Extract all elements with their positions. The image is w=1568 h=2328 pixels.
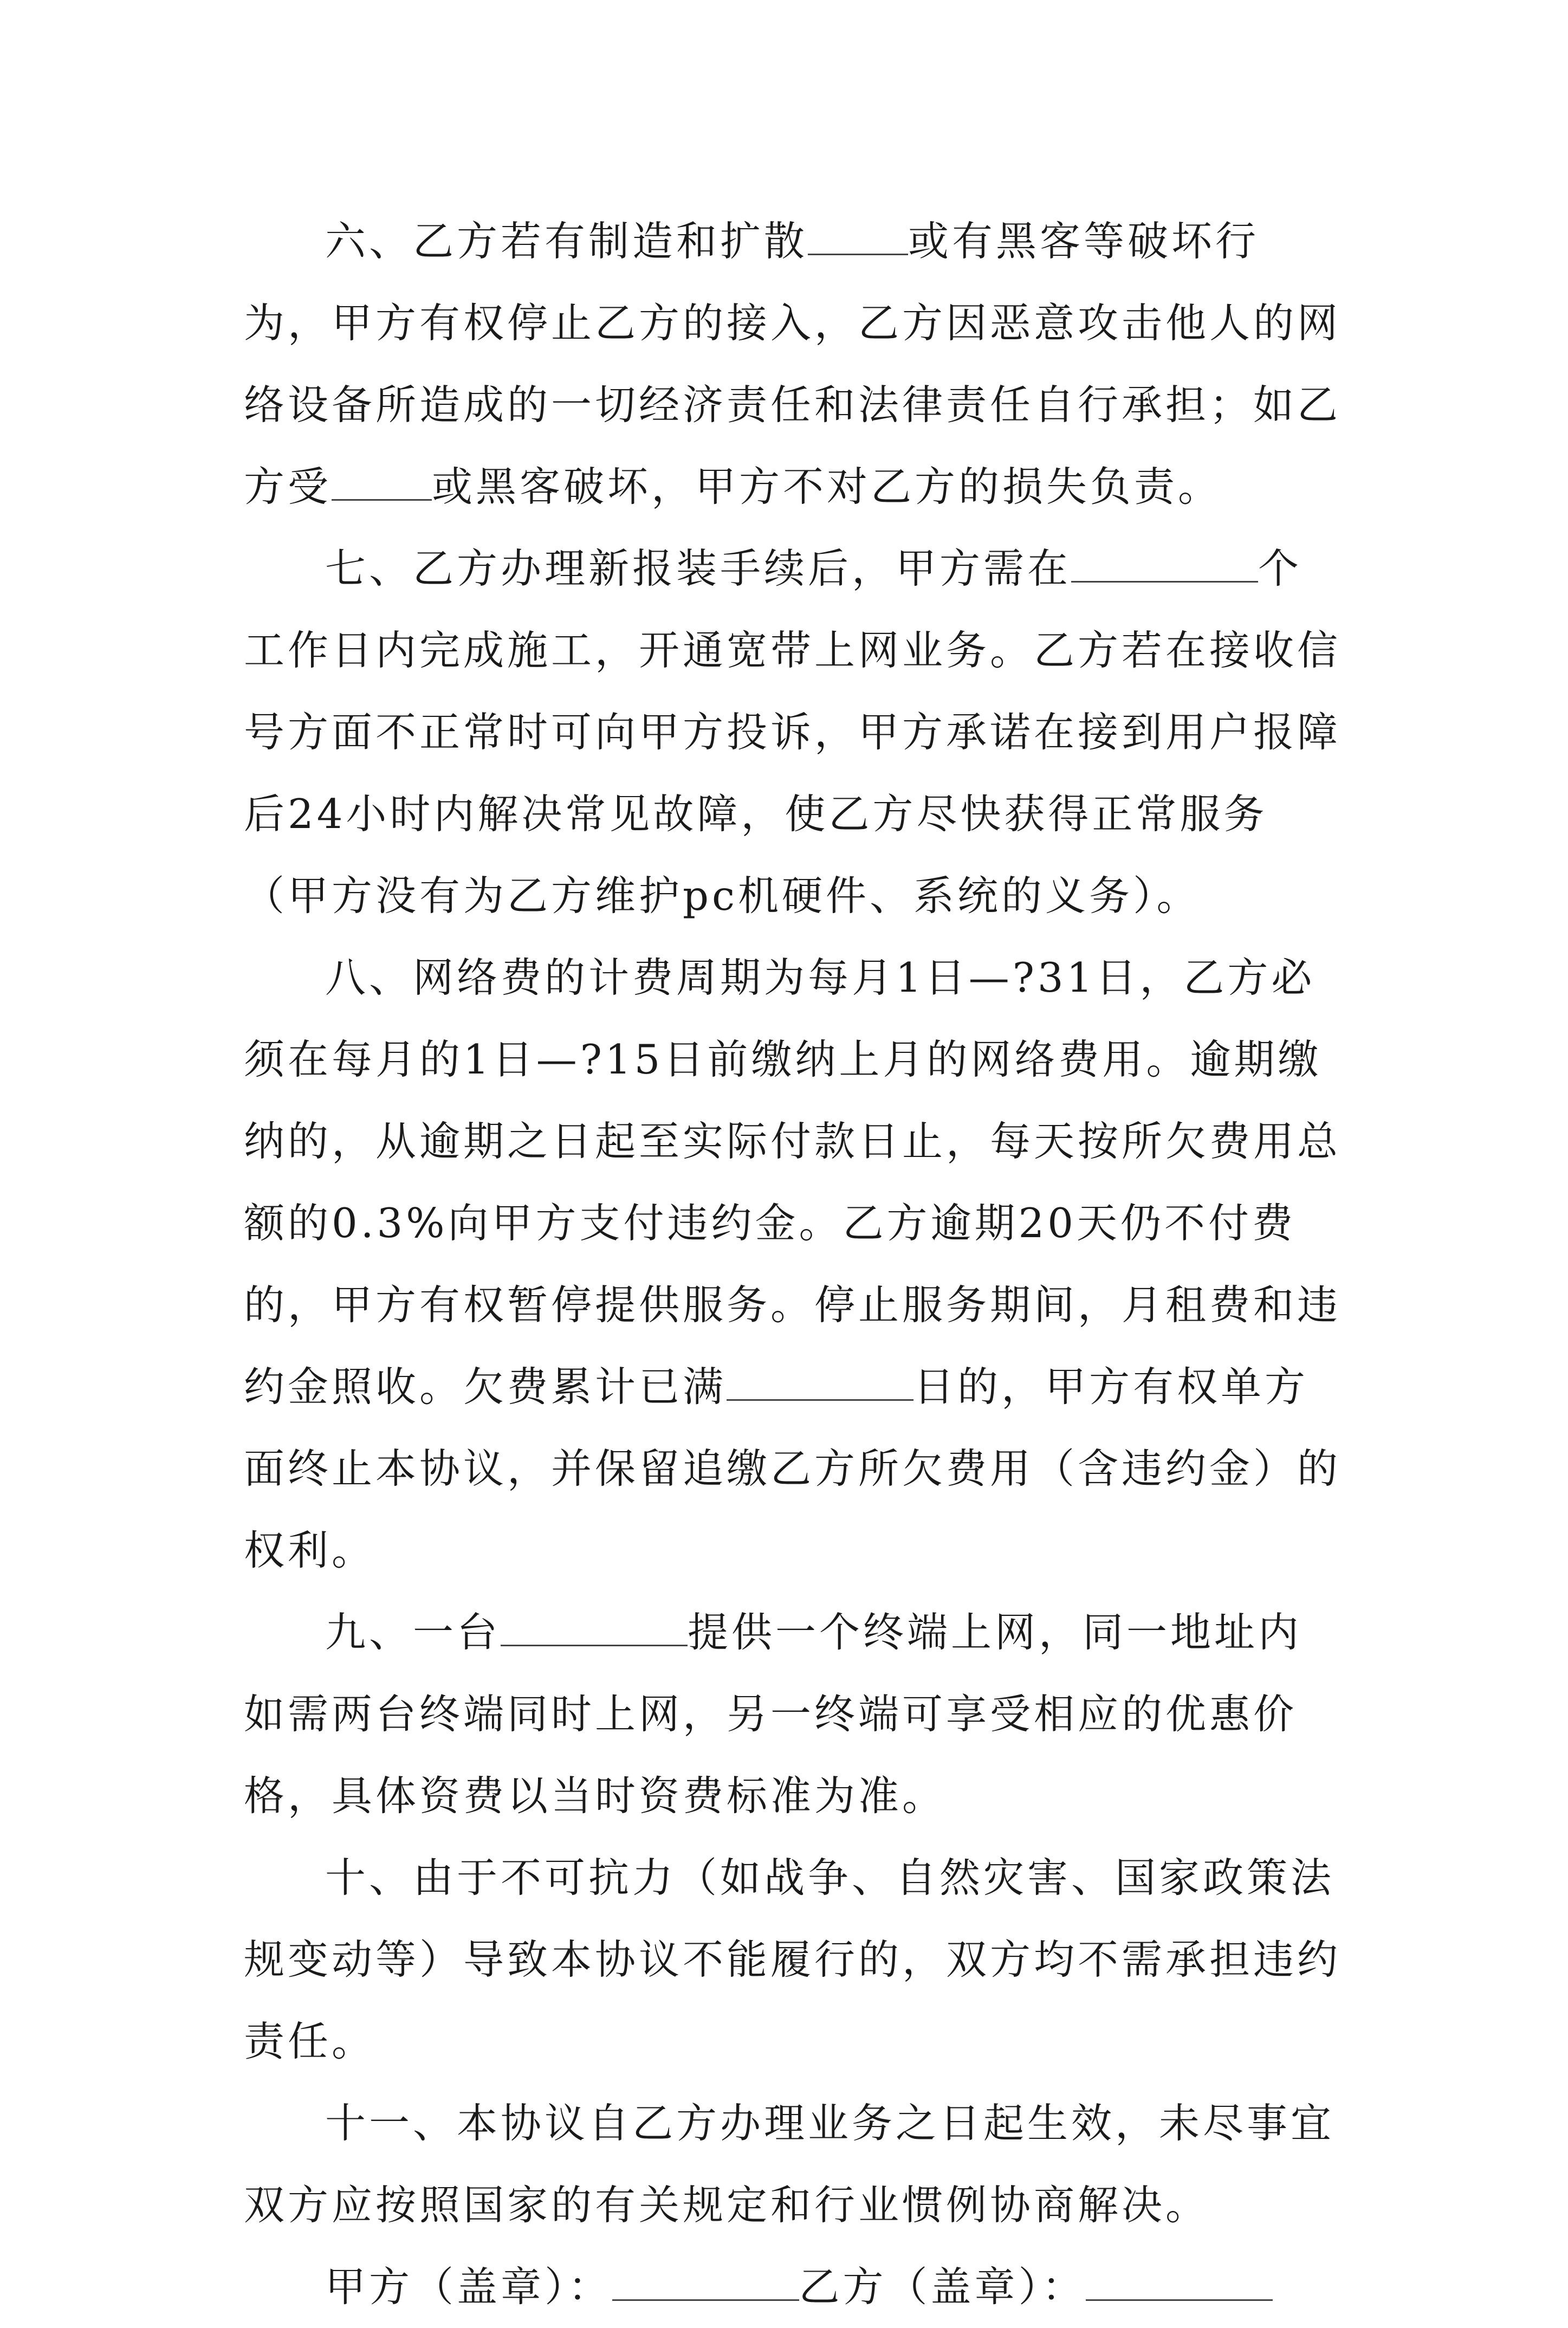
blank-field bbox=[332, 467, 432, 501]
clause-7-text-a: 七、乙方办理新报装手续后，甲方需在 bbox=[325, 545, 1072, 592]
clause-7 bbox=[244, 528, 1346, 937]
clause-6 bbox=[244, 201, 1346, 528]
party-b-seal-blank bbox=[1086, 2267, 1273, 2301]
blank-field bbox=[501, 1612, 688, 1646]
party-b-seal-label: 乙方（盖章）： bbox=[799, 2263, 1086, 2311]
signature-line bbox=[244, 2246, 1346, 2328]
clause-10: 十、由于不可抗力（如战争、自然灾害、国家政策法规变动等）导致本协议不能履行的，双方均不需承担违约责任。 bbox=[244, 1854, 1342, 2065]
blank-field bbox=[1071, 548, 1258, 583]
clause-11: 十一、本协议自乙方办理业务之日起生效，未尽事宜双方应按照国家的有关规定和行业惯例协商解决。 bbox=[244, 2099, 1335, 2229]
blank-field bbox=[727, 1367, 913, 1401]
clause-9-text-a: 九、一台 bbox=[325, 1608, 501, 1656]
party-a-seal-label: 甲方（盖章）： bbox=[325, 2263, 612, 2311]
clause-8-text-b: 日的，甲方有权单方面终止本协议，并保留追缴乙方所欠费用（含违约金）的权利。 bbox=[244, 1363, 1342, 1574]
clause-9-text-b: 提供一个终端上网，同一地址内如需两台终端同时上网，另一终端可享受相应的优惠价格，具体资费以当时资费标准为准。 bbox=[244, 1608, 1303, 1820]
clause-9 bbox=[244, 1592, 1346, 1837]
blank-field bbox=[808, 221, 908, 255]
clause-7-text-b: 个工作日内完成施工，开通宽带上网业务。乙方若在接收信号方面不正常时可向甲方投诉，甲方承诺在接到用户报障后24小时内解决常见故障，使乙方尽快获得正常服务（甲方没有为乙方维护pc机硬件、系统的义务）。 bbox=[244, 545, 1342, 920]
clause-8-text-a: 八、网络费的计费周期为每月1日—?31日，乙方必须在每月的1日—?15日前缴纳上月的网络费用。逾期缴纳的，从逾期之日起至实际付款日止，每天按所欠费用总额的0.3%向甲方支付违约金。乙方逾期20天仍不付费的，甲方有权暂停提供服务。停止服务期间，月租费和违约金照收。欠费累计已满 bbox=[244, 954, 1342, 1411]
clause-6-text-a: 六、乙方若有制造和扩散 bbox=[325, 217, 808, 265]
clause-6-text-c: 或黑客破坏，甲方不对乙方的损失负责。 bbox=[432, 463, 1222, 510]
party-a-seal-blank bbox=[612, 2267, 799, 2301]
clause-8 bbox=[244, 937, 1346, 1592]
clause-6-text-b: 或有黑客等破坏行为，甲方有权停止乙方的接入，乙方因恶意攻击他人的网络设备所造成的一切经济责任和法律责任自行承担；如乙方受 bbox=[244, 217, 1342, 510]
